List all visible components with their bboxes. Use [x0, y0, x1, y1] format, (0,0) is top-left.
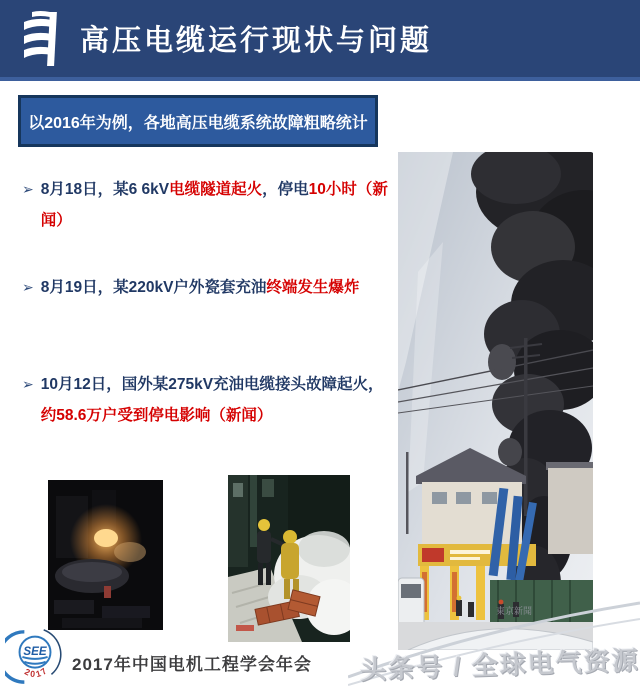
subtitle-box	[18, 95, 378, 147]
subtitle-text: 以2016年为例，各地高压电缆系统故障粗略统计	[28, 114, 368, 132]
photo-night-fire	[48, 480, 163, 630]
bullet-arrow-icon: ➢	[22, 181, 34, 197]
photo-watermark-text: 東京新聞	[496, 606, 533, 616]
slide-header	[0, 0, 640, 81]
bullet-arrow-icon: ➢	[22, 279, 34, 295]
bullet-arrow-icon: ➢	[22, 376, 34, 392]
bullet-item	[22, 369, 398, 431]
channel-watermark: 头条号 / 全球电气资源	[359, 645, 640, 685]
csee-logo-text: SEE	[23, 645, 47, 659]
csee-wave-logo-icon	[20, 10, 66, 68]
bullet-text: 10月12日，国外某275kV充油电缆接头故障起火，约58.6万户受到停电影响（新闻）	[40, 376, 384, 424]
bullet-item	[22, 272, 398, 303]
photo-firefighters	[228, 475, 350, 642]
conference-title: 2017年中国电机工程学会年会	[72, 655, 312, 674]
bullet-text: 8月19日，某220kV户外瓷套充油终端发生爆炸	[40, 279, 360, 296]
page-title: 高压电缆运行现状与问题	[80, 25, 433, 57]
csee-logo-year: 2017	[22, 664, 51, 680]
bullet-item	[22, 174, 398, 236]
photo-fire-smoke	[398, 152, 593, 650]
bullet-list	[22, 174, 398, 431]
bullet-text: 8月18日，某6 6kV电缆隧道起火，停电10小时（新闻）	[40, 181, 388, 229]
csee-circle-logo	[5, 626, 65, 686]
